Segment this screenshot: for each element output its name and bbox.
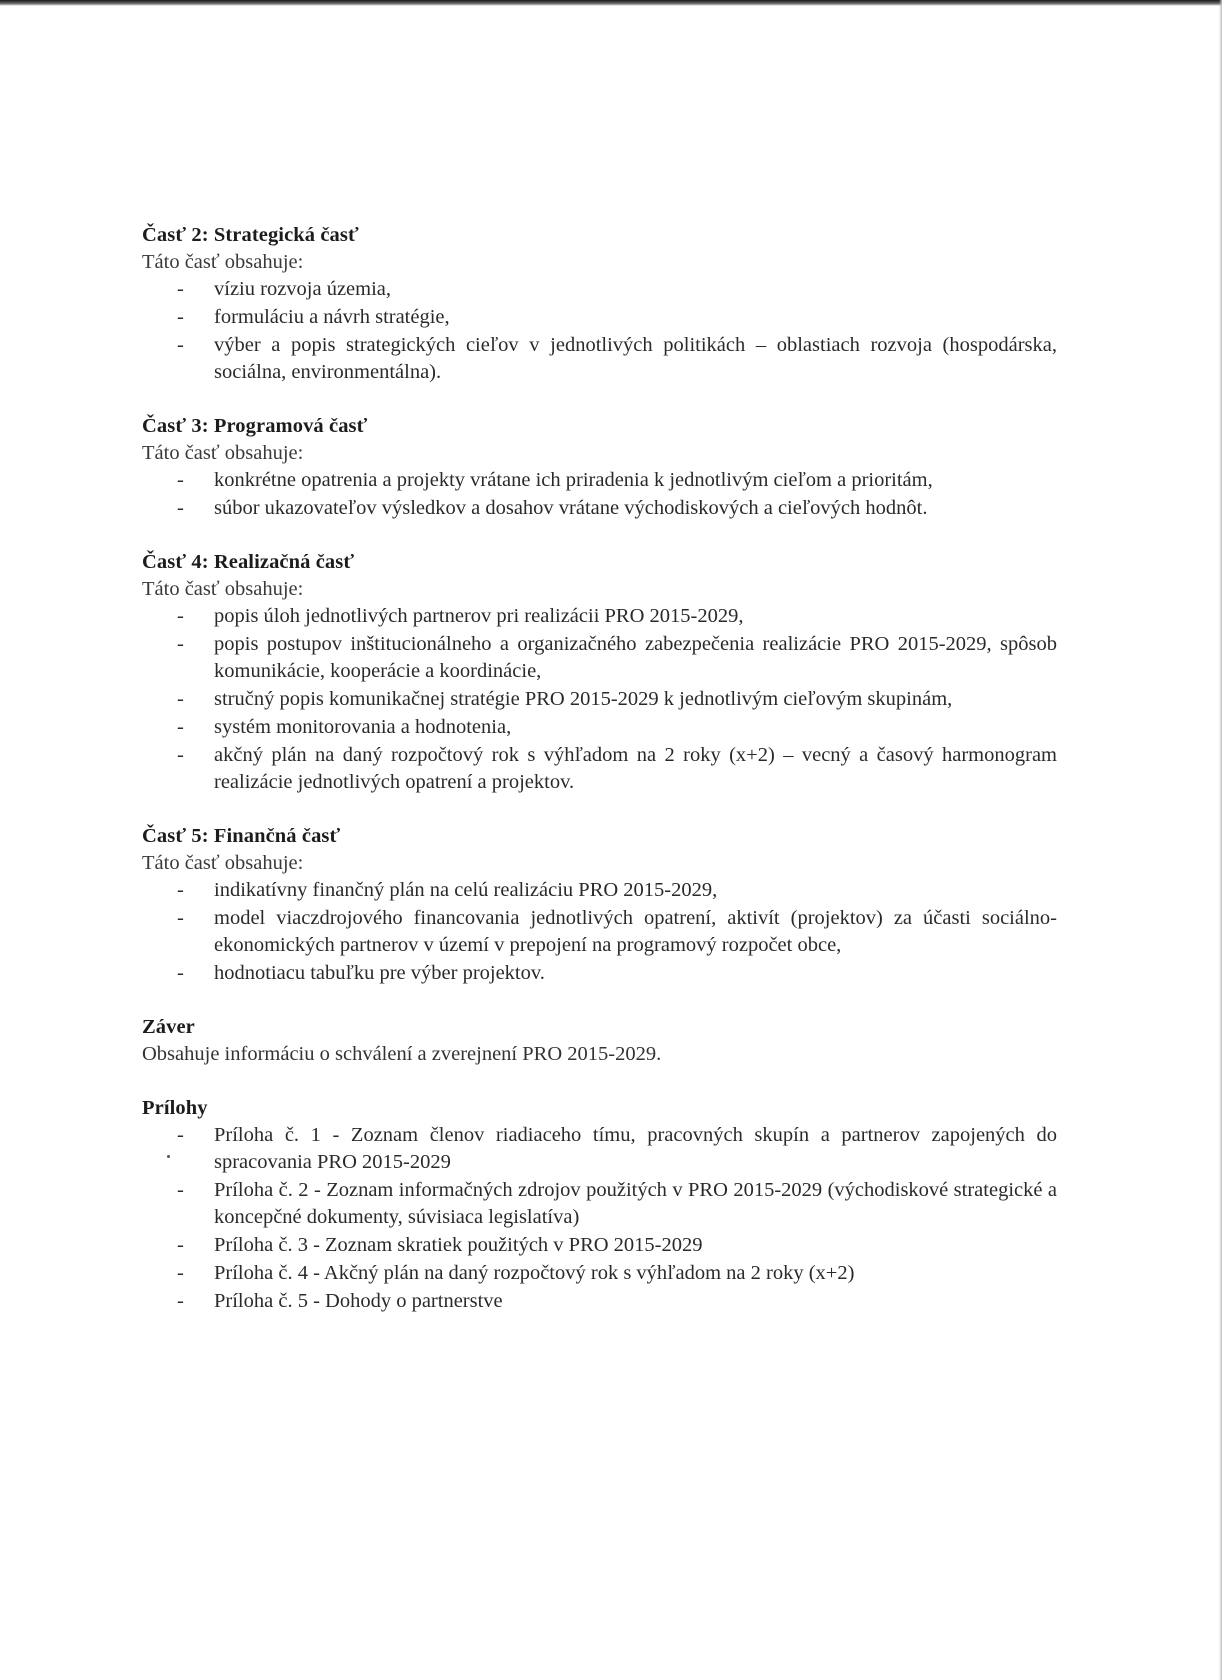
section-annexes: [142, 1095, 1057, 1315]
dash-bullet: -: [177, 605, 184, 627]
annex-item: [142, 1122, 1057, 1176]
list-item: [142, 276, 1057, 303]
list-item: [142, 495, 1057, 522]
list-item: [142, 304, 1057, 331]
list-item-text: model viaczdrojového financovania jednotlivých opatrení, aktivít (projektov) za účasti sociálno-ekonomických partnerov v území v prepojení na programový rozpočet obce,: [214, 907, 1057, 956]
section-heading: Časť 2: Strategická časť: [142, 224, 359, 246]
dash-bullet: -: [177, 688, 184, 710]
list-item-text: súbor ukazovateľov výsledkov a dosahov vrátane východiskových a cieľových hodnôt.: [214, 497, 928, 519]
list-item: [142, 603, 1057, 630]
section-heading: Záver: [142, 1016, 195, 1038]
section-heading: Prílohy: [142, 1097, 208, 1119]
list-item: [142, 877, 1057, 904]
list-item-text: formuláciu a návrh stratégie,: [214, 306, 450, 328]
dash-bullet: -: [177, 278, 184, 300]
annex-item-text: Príloha č. 3 - Zoznam skratiek použitých v PRO 2015-2029: [214, 1234, 703, 1256]
dash-bullet: -: [177, 633, 184, 655]
section-intro: Táto časť obsahuje:: [142, 578, 304, 600]
list-item-text: popis postupov inštitucionálneho a organizačného zabezpečenia realizácie PRO 2015-2029, spôsob komunikácie, kooperácie a koordinácie,: [214, 633, 1057, 682]
section-part-2: [142, 222, 1057, 386]
list-item-text: systém monitorovania a hodnotenia,: [214, 716, 512, 738]
list-item-text: víziu rozvoja územia,: [214, 278, 392, 300]
section-part-4: [142, 549, 1057, 796]
annex-list: [142, 1122, 1057, 1315]
bullet-list: [142, 467, 1057, 522]
dash-bullet: -: [177, 744, 184, 766]
list-item: [142, 467, 1057, 494]
list-item-text: popis úloh jednotlivých partnerov pri realizácii PRO 2015-2029,: [214, 605, 744, 627]
section-heading: Časť 4: Realizačná časť: [142, 551, 355, 573]
dash-bullet: -: [177, 469, 184, 491]
document-page: [142, 222, 1057, 1342]
list-item: [142, 960, 1057, 987]
list-item-text: stručný popis komunikačnej stratégie PRO 2015-2029 k jednotlivým cieľovým skupinám,: [214, 688, 953, 710]
annex-item: [142, 1260, 1057, 1287]
conclusion-text: Obsahuje informáciu o schválení a zverejnení PRO 2015-2029.: [142, 1043, 662, 1065]
section-part-3: [142, 413, 1057, 522]
annex-item-text: Príloha č. 1 - Zoznam členov riadiaceho tímu, pracovných skupín a partnerov zapojených do spracovania PRO 2015-2029: [214, 1124, 1057, 1173]
annex-item: [142, 1177, 1057, 1231]
bullet-list: [142, 276, 1057, 386]
dash-bullet: -: [177, 497, 184, 519]
annex-item-text: Príloha č. 2 - Zoznam informačných zdrojov použitých v PRO 2015-2029 (východiskové strategické a koncepčné dokumenty, súvisiaca legislatíva): [214, 1179, 1057, 1228]
dash-bullet: -: [177, 1262, 184, 1284]
annex-item: [142, 1232, 1057, 1259]
dash-bullet: -: [177, 907, 184, 929]
dash-bullet: -: [177, 334, 184, 356]
dash-bullet: -: [177, 1290, 184, 1312]
list-item-text: akčný plán na daný rozpočtový rok s výhľadom na 2 roky (x+2) – vecný a časový harmonogram realizácie jednotlivých opatrení a projektov.: [214, 744, 1057, 793]
dash-bullet: -: [177, 1179, 184, 1201]
annex-item: [142, 1288, 1057, 1315]
list-item-text: indikatívny finančný plán na celú realizáciu PRO 2015-2029,: [214, 879, 718, 901]
list-item: [142, 714, 1057, 741]
list-item-text: hodnotiacu tabuľku pre výber projektov.: [214, 962, 545, 984]
section-part-5: [142, 823, 1057, 987]
list-item: [142, 332, 1057, 386]
annex-item-text: Príloha č. 5 - Dohody o partnerstve: [214, 1290, 503, 1312]
list-item: [142, 686, 1057, 713]
section-intro: Táto časť obsahuje:: [142, 852, 304, 874]
dash-bullet: -: [177, 716, 184, 738]
dash-bullet: -: [177, 879, 184, 901]
list-item-text: výber a popis strategických cieľov v jednotlivých politikách – oblastiach rozvoja (hospodárska, sociálna, environmentálna).: [214, 334, 1057, 383]
list-item: [142, 742, 1057, 796]
scan-top-edge: [0, 0, 1222, 6]
annex-item-text: Príloha č. 4 - Akčný plán na daný rozpočtový rok s výhľadom na 2 roky (x+2): [214, 1262, 855, 1284]
list-item-text: konkrétne opatrenia a projekty vrátane ich priradenia k jednotlivým cieľom a prioritám,: [214, 469, 933, 491]
list-item: [142, 905, 1057, 959]
section-heading: Časť 5: Finančná časť: [142, 825, 341, 847]
dash-bullet: -: [177, 1124, 184, 1146]
bullet-list: [142, 603, 1057, 796]
section-conclusion: [142, 1014, 1057, 1068]
section-intro: Táto časť obsahuje:: [142, 442, 304, 464]
section-intro: Táto časť obsahuje:: [142, 251, 304, 273]
dash-bullet: -: [177, 1234, 184, 1256]
section-heading: Časť 3: Programová časť: [142, 415, 368, 437]
list-item: [142, 631, 1057, 685]
dash-bullet: -: [177, 962, 184, 984]
bullet-list: [142, 877, 1057, 987]
dash-bullet: -: [177, 306, 184, 328]
